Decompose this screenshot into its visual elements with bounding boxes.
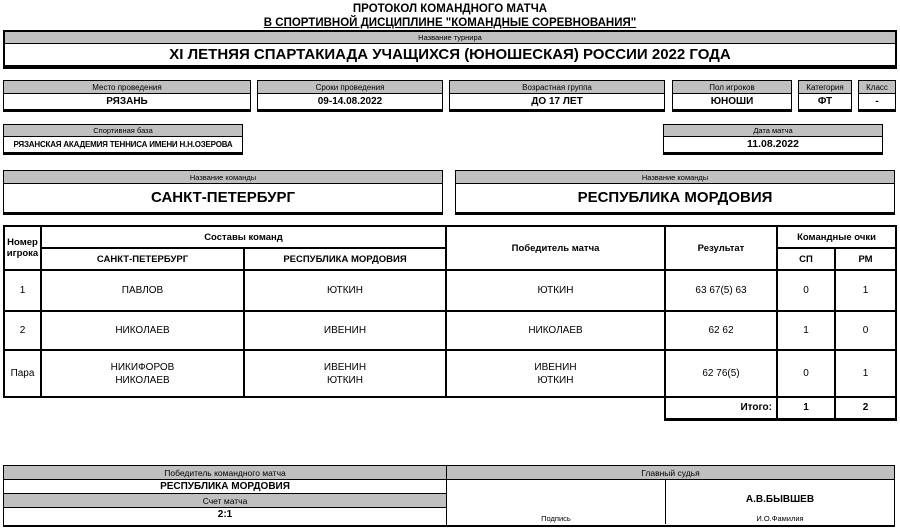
winner-line2: ЮТКИН	[537, 374, 574, 386]
results-header-row-1	[4, 226, 896, 248]
match-result: 63 67(5) 63	[665, 270, 777, 311]
footer-referee-block	[446, 465, 895, 527]
team-block-1	[3, 170, 443, 215]
venue-value: РЯЗАНСКАЯ АКАДЕМИЯ ТЕННИСА ИМЕНИ Н.Н.ОЗЕРОВА	[13, 140, 233, 149]
tournament-block	[3, 30, 897, 69]
team-2-name: РЕСПУБЛИКА МОРДОВИЯ	[577, 189, 773, 206]
match-winner: ЮТКИН	[446, 270, 665, 311]
match-winner-label: Победитель командного матча	[4, 466, 446, 480]
signature-area	[447, 480, 666, 524]
tournament-name: XI ЛЕТНЯЯ СПАРТАКИАДА УЧАЩИХСЯ (ЮНОШЕСКАЯ) РОССИИ 2022 ГОДА	[169, 46, 731, 63]
match-date-label: Дата матча	[664, 125, 882, 137]
team2-player-line2: ЮТКИН	[327, 374, 363, 386]
field-age-group-label: Возрастная группа	[450, 81, 664, 94]
points-sp: 0	[777, 270, 835, 311]
footer-winner-block	[3, 465, 447, 527]
match-row-1	[4, 270, 896, 311]
team1-player: ПАВЛОВ	[41, 270, 244, 311]
winner-line1: ИВЕНИН	[534, 361, 577, 373]
col-result: Результат	[665, 226, 777, 270]
field-class-value: -	[875, 96, 879, 107]
col-sp: СП	[777, 248, 835, 270]
total-label: Итого:	[665, 397, 777, 419]
team2-player: ЮТКИН	[244, 270, 446, 311]
field-class-label: Класс	[859, 81, 895, 94]
referee-label: Главный судья	[447, 466, 894, 480]
team-2-label: Название команды	[456, 171, 894, 184]
team1-players	[41, 350, 244, 397]
field-category-label: Категория	[799, 81, 851, 94]
field-gender-label: Пол игроков	[673, 81, 791, 94]
points-rm: 1	[835, 270, 896, 311]
col-player-number: Номер игрока	[4, 226, 41, 270]
referee-name: А.В.БЫВШЕВ	[745, 494, 815, 505]
team2-players	[244, 350, 446, 397]
team-1-label: Название команды	[4, 171, 442, 184]
match-score-value: 2:1	[217, 509, 233, 520]
referee-name-area	[666, 480, 894, 524]
field-gender-value: ЮНОШИ	[710, 96, 754, 107]
field-dates	[257, 80, 443, 112]
col-lineups: Составы команд	[41, 226, 446, 248]
points-sp: 0	[777, 350, 835, 397]
venue-label: Спортивная база	[4, 125, 242, 137]
points-rm: 1	[835, 350, 896, 397]
signature-caption: Подпись	[541, 514, 571, 523]
match-row-2	[4, 311, 896, 350]
match-winners	[446, 350, 665, 397]
col-winner: Победитель матча	[446, 226, 665, 270]
match-result: 62 76(5)	[665, 350, 777, 397]
match-winner-value: РЕСПУБЛИКА МОРДОВИЯ	[4, 480, 446, 494]
referee-name-caption: И.О.Фамилия	[756, 514, 804, 523]
match-date-block	[663, 124, 883, 155]
player-number: Пара	[4, 350, 41, 397]
player-number: 2	[4, 311, 41, 350]
field-gender	[672, 80, 792, 112]
match-row-doubles	[4, 350, 896, 397]
field-category	[798, 80, 852, 112]
team1-player-line1: НИКИФОРОВ	[110, 361, 175, 373]
field-dates-label: Сроки проведения	[258, 81, 442, 94]
field-age-group	[449, 80, 665, 112]
total-row	[4, 397, 896, 419]
total-rm: 2	[835, 397, 896, 419]
match-score-label: Счет матча	[4, 494, 446, 508]
team1-player: НИКОЛАЕВ	[41, 311, 244, 350]
team-block-2	[455, 170, 895, 215]
field-place-value: РЯЗАНЬ	[106, 96, 148, 107]
col-team2: РЕСПУБЛИКА МОРДОВИЯ	[244, 248, 446, 270]
field-class	[858, 80, 896, 112]
col-team-points: Командные очки	[777, 226, 896, 248]
col-team1: САНКТ-ПЕТЕРБУРГ	[41, 248, 244, 270]
match-result: 62 62	[665, 311, 777, 350]
tournament-label: Название турнира	[5, 32, 895, 44]
field-category-value: ФТ	[817, 96, 833, 107]
field-place-label: Место проведения	[4, 81, 250, 94]
team2-player: ИВЕНИН	[244, 311, 446, 350]
col-rm: РМ	[835, 248, 896, 270]
venue-block	[3, 124, 243, 155]
total-row-spacer	[4, 397, 665, 419]
field-place	[3, 80, 251, 112]
doc-title-line1: ПРОТОКОЛ КОМАНДНОГО МАТЧА	[352, 3, 548, 15]
field-age-group-value: ДО 17 ЛЕТ	[531, 96, 583, 107]
doc-title-line2: В СПОРТИВНОЙ ДИСЦИПЛИНЕ "КОМАНДНЫЕ СОРЕВНОВАНИЯ"	[263, 17, 637, 29]
match-winner: НИКОЛАЕВ	[446, 311, 665, 350]
results-table	[3, 225, 897, 421]
referee-body	[447, 480, 894, 524]
total-sp: 1	[777, 397, 835, 419]
points-sp: 1	[777, 311, 835, 350]
player-number: 1	[4, 270, 41, 311]
team-1-name: САНКТ-ПЕТЕРБУРГ	[150, 189, 296, 206]
team1-player-line2: НИКОЛАЕВ	[115, 374, 170, 386]
match-date-value: 11.08.2022	[747, 138, 799, 150]
field-dates-value: 09-14.08.2022	[317, 96, 383, 107]
team2-player-line1: ИВЕНИН	[323, 361, 367, 373]
points-rm: 0	[835, 311, 896, 350]
